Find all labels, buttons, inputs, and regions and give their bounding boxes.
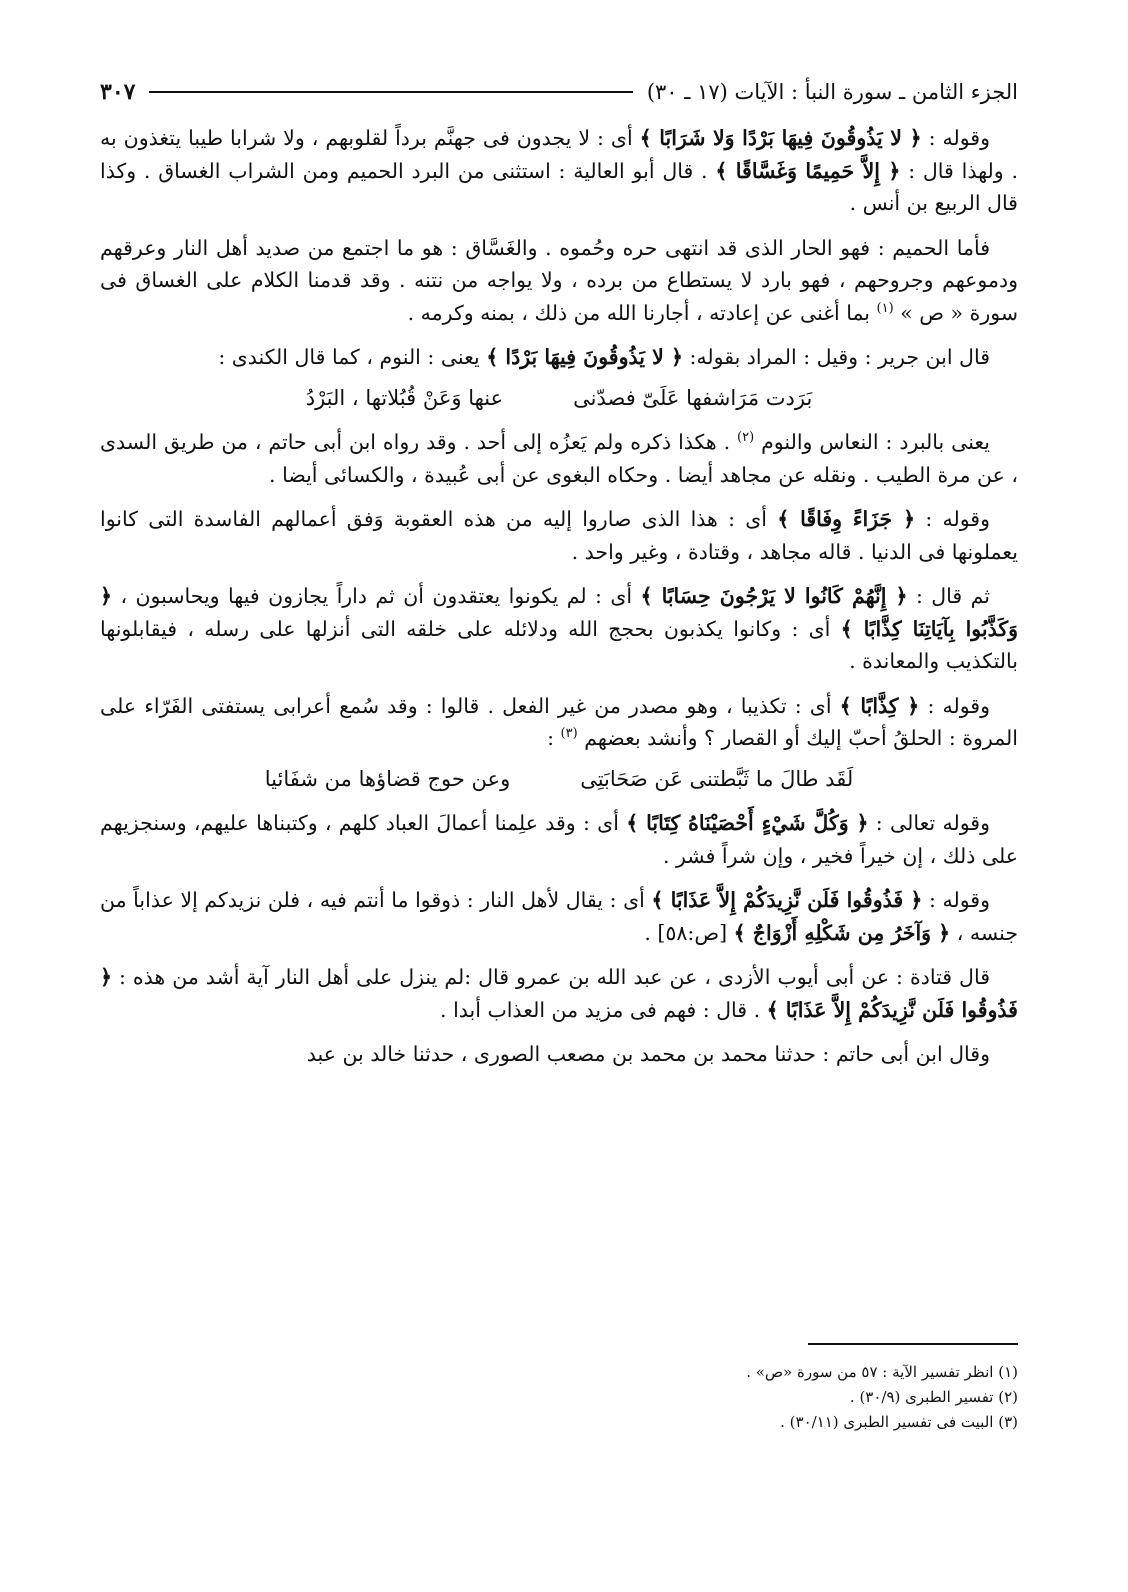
quran-verse: ﴿ وَآخَرُ مِن شَكْلِهِ أَزْوَاجٌ ﴾ [733,920,951,945]
paragraph-1: وقوله : ﴿ لا يَذُوقُونَ فِيهَا بَرْدًا وَلا شَرَابًا ﴾ أى : لا يجدون فى جهنَّم برداً لقلوبهم ، ولا شرابا طيبا يتغذون به . ولهذا قال : ﴿ إِلاَّ حَمِيمًا وَغَسَّاقًا ﴾ . قال أبو العالية : استثنى من البرد الحميم ومن الشراب الغساق . وكذا قال الربيع بن أنس . [100,126,1018,215]
footnote-1: (١) انظر تفسير الآية : ٥٧ من سورة «ص» . [746,1363,1018,1381]
paragraph-9: وقوله : ﴿ فَذُوقُوا فَلَن نَّزِيدَكُمْ إِلاَّ عَذَابًا ﴾ أى : يقال لأهل النار : ذوقوا ما أنتم فيه ، فلن نزيدكم إلا عذاباً من جنسه ، ﴿ وَآخَرُ مِن شَكْلِهِ أَزْوَاجٌ ﴾ [ص:٥٨] . [100,888,1018,945]
verse-first-half: بَرَدت مَرَاشفها عَلَىّ فصدّنى [573,385,813,410]
quran-verse: ﴿ كِذَّابًا ﴾ [839,693,920,718]
quran-verse: ﴿ إِلاَّ حَمِيمًا وَغَسَّاقًا ﴾ [715,158,901,183]
paragraph-6: ثم قال : ﴿ إِنَّهُمْ كَانُوا لا يَرْجُونَ حِسَابًا ﴾ أى : لم يكونوا يعتقدون أن ثم داراً يجازون فيها ويحاسبون ، ﴿ وَكَذَّبُوا بِآيَاتِنَا كِذَّابًا ﴾ أى : وكانوا يكذبون بحجج الله ودلائله على خلقه التى أنزلها على رسله ، فيقابلونها بالتكذيب والمعاندة . [100,584,1018,673]
verse-first-half: لَقَد طالَ ما ثَبَّطتنى عَن صَحَابَتِى [580,766,854,791]
page-number: ٣٠٧ [100,79,136,105]
footnote-separator [808,1343,1018,1345]
paragraph-7: وقوله : ﴿ كِذَّابًا ﴾ أى : تكذيبا ، وهو مصدر من غير الفعل . قالوا : وقد سُمع أعرابى يستفتى الفَرّاء على المروة : الحلقُ أحبّ إليك أو القصار ؟ وأنشد بعضهم $^{(٣)}$ : [100,693,1018,750]
page-body [100,122,1018,1083]
quran-verse: ﴿ فَذُوقُوا فَلَن نَّزِيدَكُمْ إِلاَّ عَذَابًا ﴾ [100,965,1018,1022]
footnotes [418,1360,1018,1435]
quran-verse: ﴿ وَكَذَّبُوا بِآيَاتِنَا كِذَّابًا ﴾ [100,584,1018,641]
verse-second-half: وعن حوج قضاؤها من شفَائيا [264,766,511,791]
running-title: الجزء الثامن ـ سورة النبأ : الآيات (١٧ ـ ٣٠) [646,80,1018,104]
footnote-3: (٣) البيت فى تفسير الطبرى (٣٠/١١) . [780,1413,1018,1431]
paragraph-11: وقال ابن أبى حاتم : حدثنا محمد بن محمد بن مصعب الصورى ، حدثنا خالد بن عبد [306,1042,990,1066]
quran-verse: ﴿ فَذُوقُوا فَلَن نَّزِيدَكُمْ إِلاَّ عَذَابًا ﴾ [651,888,923,912]
footnote-marker: (٢) [737,430,755,446]
page-header [100,74,1018,110]
quran-verse: ﴿ جَزَاءً وِفَاقًا ﴾ [777,507,916,531]
verse-second-half: عنها وَعَنْ قُبُلاتها ، البَرْدُ [305,385,504,410]
paragraph-4: يعنى بالبرد : النعاس والنوم $^{(٢)}$ . هكذا ذكره ولم يَعزُه إلى أحد . وقد رواه ابن أبى حاتم ، من طريق السدى ، عن مرة الطيب . ونقله عن مجاهد أيضا . وحكاه البغوى عن أبى عُبيدة ، والكسائى أيضا . [100,430,1018,487]
poetry-verse-1 [100,382,1018,415]
paragraph-8: وقوله تعالى : ﴿ وَكُلَّ شَيْءٍ أَحْصَيْنَاهُ كِتَابًا ﴾ أى : وقد علِمنا أعمالَ العباد كلهم ، وكتبناها عليهم، وسنجزيهم على ذلك ، إن خيراً فخير ، وإن شراً فشر . [100,811,1018,868]
paragraph-5: وقوله : ﴿ جَزَاءً وِفَاقًا ﴾ أى : هذا الذى صاروا إليه من هذه العقوبة وَفق أعمالهم الفاسدة التى كانوا يعملونها فى الدنيا . قاله مجاهد ، وقتادة ، وغير واحد . [100,507,1018,564]
quran-verse: ﴿ وَكُلَّ شَيْءٍ أَحْصَيْنَاهُ كِتَابًا ﴾ [626,811,869,835]
header-rule [149,91,632,93]
footnote-marker: (٣) [560,726,578,742]
quran-verse: ﴿ لا يَذُوقُونَ فِيهَا بَرْدًا ﴾ [486,345,683,369]
paragraph-10: قال قتادة : عن أبى أيوب الأزدى ، عن عبد الله بن عمرو قال :لم ينزل على أهل النار آية أشد من هذه : ﴿ فَذُوقُوا فَلَن نَّزِيدَكُمْ إِلاَّ عَذَابًا ﴾ . قال : فهم فى مزيد من العذاب أبدا . [100,965,1018,1022]
quran-verse: ﴿ لا يَذُوقُونَ فِيهَا بَرْدًا وَلا شَرَابًا ﴾ [639,126,922,150]
footnote-marker: (١) [876,300,894,316]
poetry-verse-2 [100,763,1018,796]
footnote-2: (٢) تفسير الطبرى (٣٠/٩) . [849,1388,1018,1406]
paragraph-3: قال ابن جرير : وقيل : المراد بقوله: ﴿ لا يَذُوقُونَ فِيهَا بَرْدًا ﴾ يعنى : النوم ، كما قال الكندى : [218,345,990,369]
paragraph-2: فأما الحميم : فهو الحار الذى قد انتهى حره وحُموه . والغَسَّاق : هو ما اجتمع من صديد أهل النار وعرقهم ودموعهم وجروحهم ، فهو بارد لا يستطاع من برده ، ولا يواجه من نتنه . وقد قدمنا الكلام على الغساق فى سورة « ص » $^{(١)}$ بما أغنى عن إعادته ، أجارنا الله من ذلك ، بمنه وكرمه . [100,235,1018,325]
quran-verse: ﴿ إِنَّهُمْ كَانُوا لا يَرْجُونَ حِسَابًا ﴾ [640,584,908,608]
